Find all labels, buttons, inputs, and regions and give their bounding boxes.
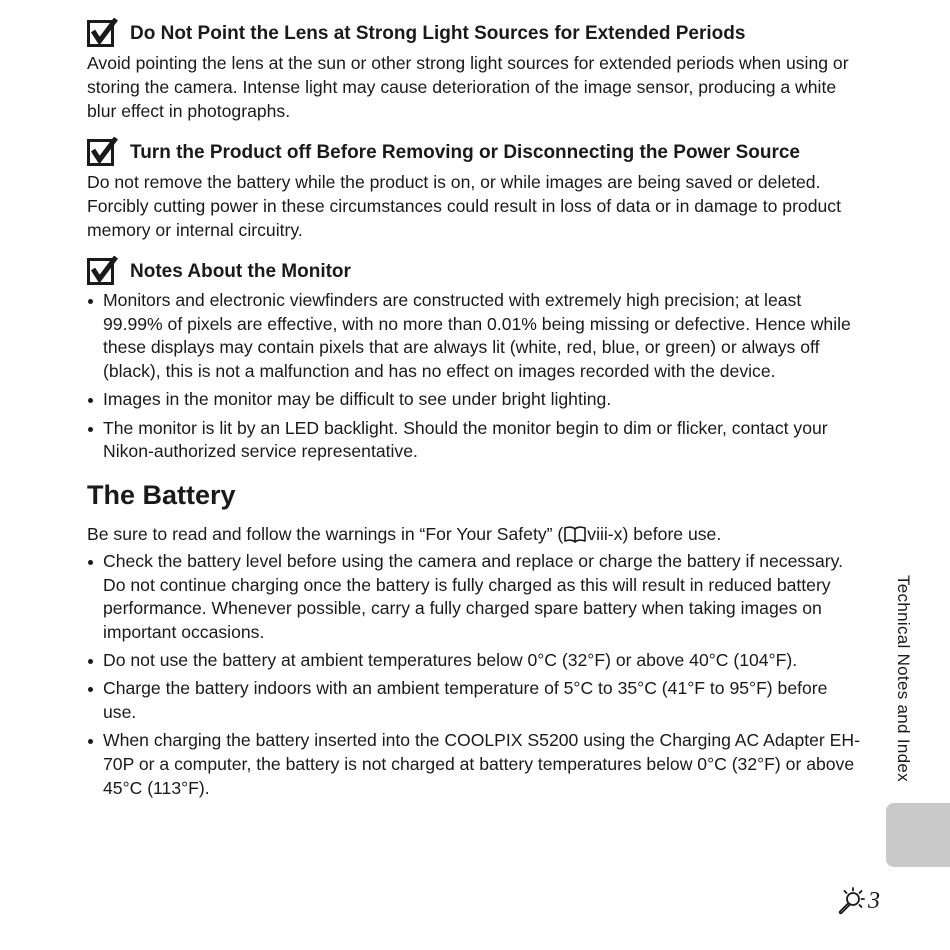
monitor-bullet-list [87, 289, 865, 464]
note-title-row [87, 137, 865, 168]
side-tab-label: Technical Notes and Index [894, 575, 913, 782]
caution-check-icon [87, 256, 118, 287]
technical-notes-icon [836, 886, 866, 916]
note-title-row [87, 18, 865, 49]
note-power-source [87, 137, 865, 242]
page-content [87, 18, 865, 805]
note-body: Avoid pointing the lens at the sun or other strong light sources for extended periods when using or storing the camera. Intense light may cause deterioration of the image sensor, producing a white blur effect in photographs. [87, 53, 849, 121]
list-item: The monitor is lit by an LED backlight. Should the monitor begin to dim or flicker, contact your Nikon-authorized service representative. [87, 417, 865, 464]
list-item: Do not use the battery at ambient temperatures below 0°C (32°F) or above 40°C (104°F). [87, 649, 865, 673]
page-number [836, 886, 880, 916]
battery-intro [87, 522, 865, 546]
list-item: Images in the monitor may be difficult to see under bright lighting. [87, 388, 865, 412]
caution-check-icon [87, 137, 118, 168]
note-body: Do not remove the battery while the product is on, or while images are being saved or deleted. Forcibly cutting power in these circumstances could result in loss of data or in damage to product memory or internal circuitry. [87, 172, 841, 240]
list-item: Charge the battery indoors with an ambient temperature of 5°C to 35°C (41°F to 95°F) before use. [87, 677, 865, 724]
battery-intro-ref[interactable]: viii-x [587, 523, 623, 544]
page-number-value: 3 [868, 887, 880, 914]
list-item: When charging the battery inserted into the COOLPIX S5200 using the Charging AC Adapter EH-70P or a computer, the battery is not charged at battery temperatures below 0°C (32°F) or above 45°C (113°F). [87, 729, 865, 800]
list-item: Check the battery level before using the camera and replace or charge the battery if necessary. Do not continue charging once the battery is fully charged as this will result in reduced battery performance. Whenever possible, carry a fully charged spare battery when taking images on important occasions. [87, 550, 865, 645]
caution-check-icon [87, 18, 118, 49]
note-title-row [87, 256, 865, 287]
note-title: Notes About the Monitor [130, 260, 351, 282]
battery-intro-before: Be sure to read and follow the warnings in “For Your Safety” ( [87, 523, 564, 544]
section-title: The Battery [87, 479, 236, 510]
book-reference-icon [563, 525, 587, 542]
note-lens-light [87, 18, 865, 123]
battery-intro-after: ) before use. [622, 523, 722, 544]
side-tab-marker [886, 803, 950, 867]
note-title: Do Not Point the Lens at Strong Light Sources for Extended Periods [130, 22, 746, 44]
list-item: Monitors and electronic viewfinders are constructed with extremely high precision; at least 99.99% of pixels are effective, with no more than 0.01% being missing or defective. Hence while these displays may contain pixels that are always lit (white, red, blue, or green) or always off (black), this is not a malfunction and has no effect on images recorded with the device. [87, 289, 865, 384]
battery-bullet-list [87, 550, 865, 801]
note-title: Turn the Product off Before Removing or Disconnecting the Power Source [130, 141, 800, 163]
note-monitor [87, 256, 865, 464]
